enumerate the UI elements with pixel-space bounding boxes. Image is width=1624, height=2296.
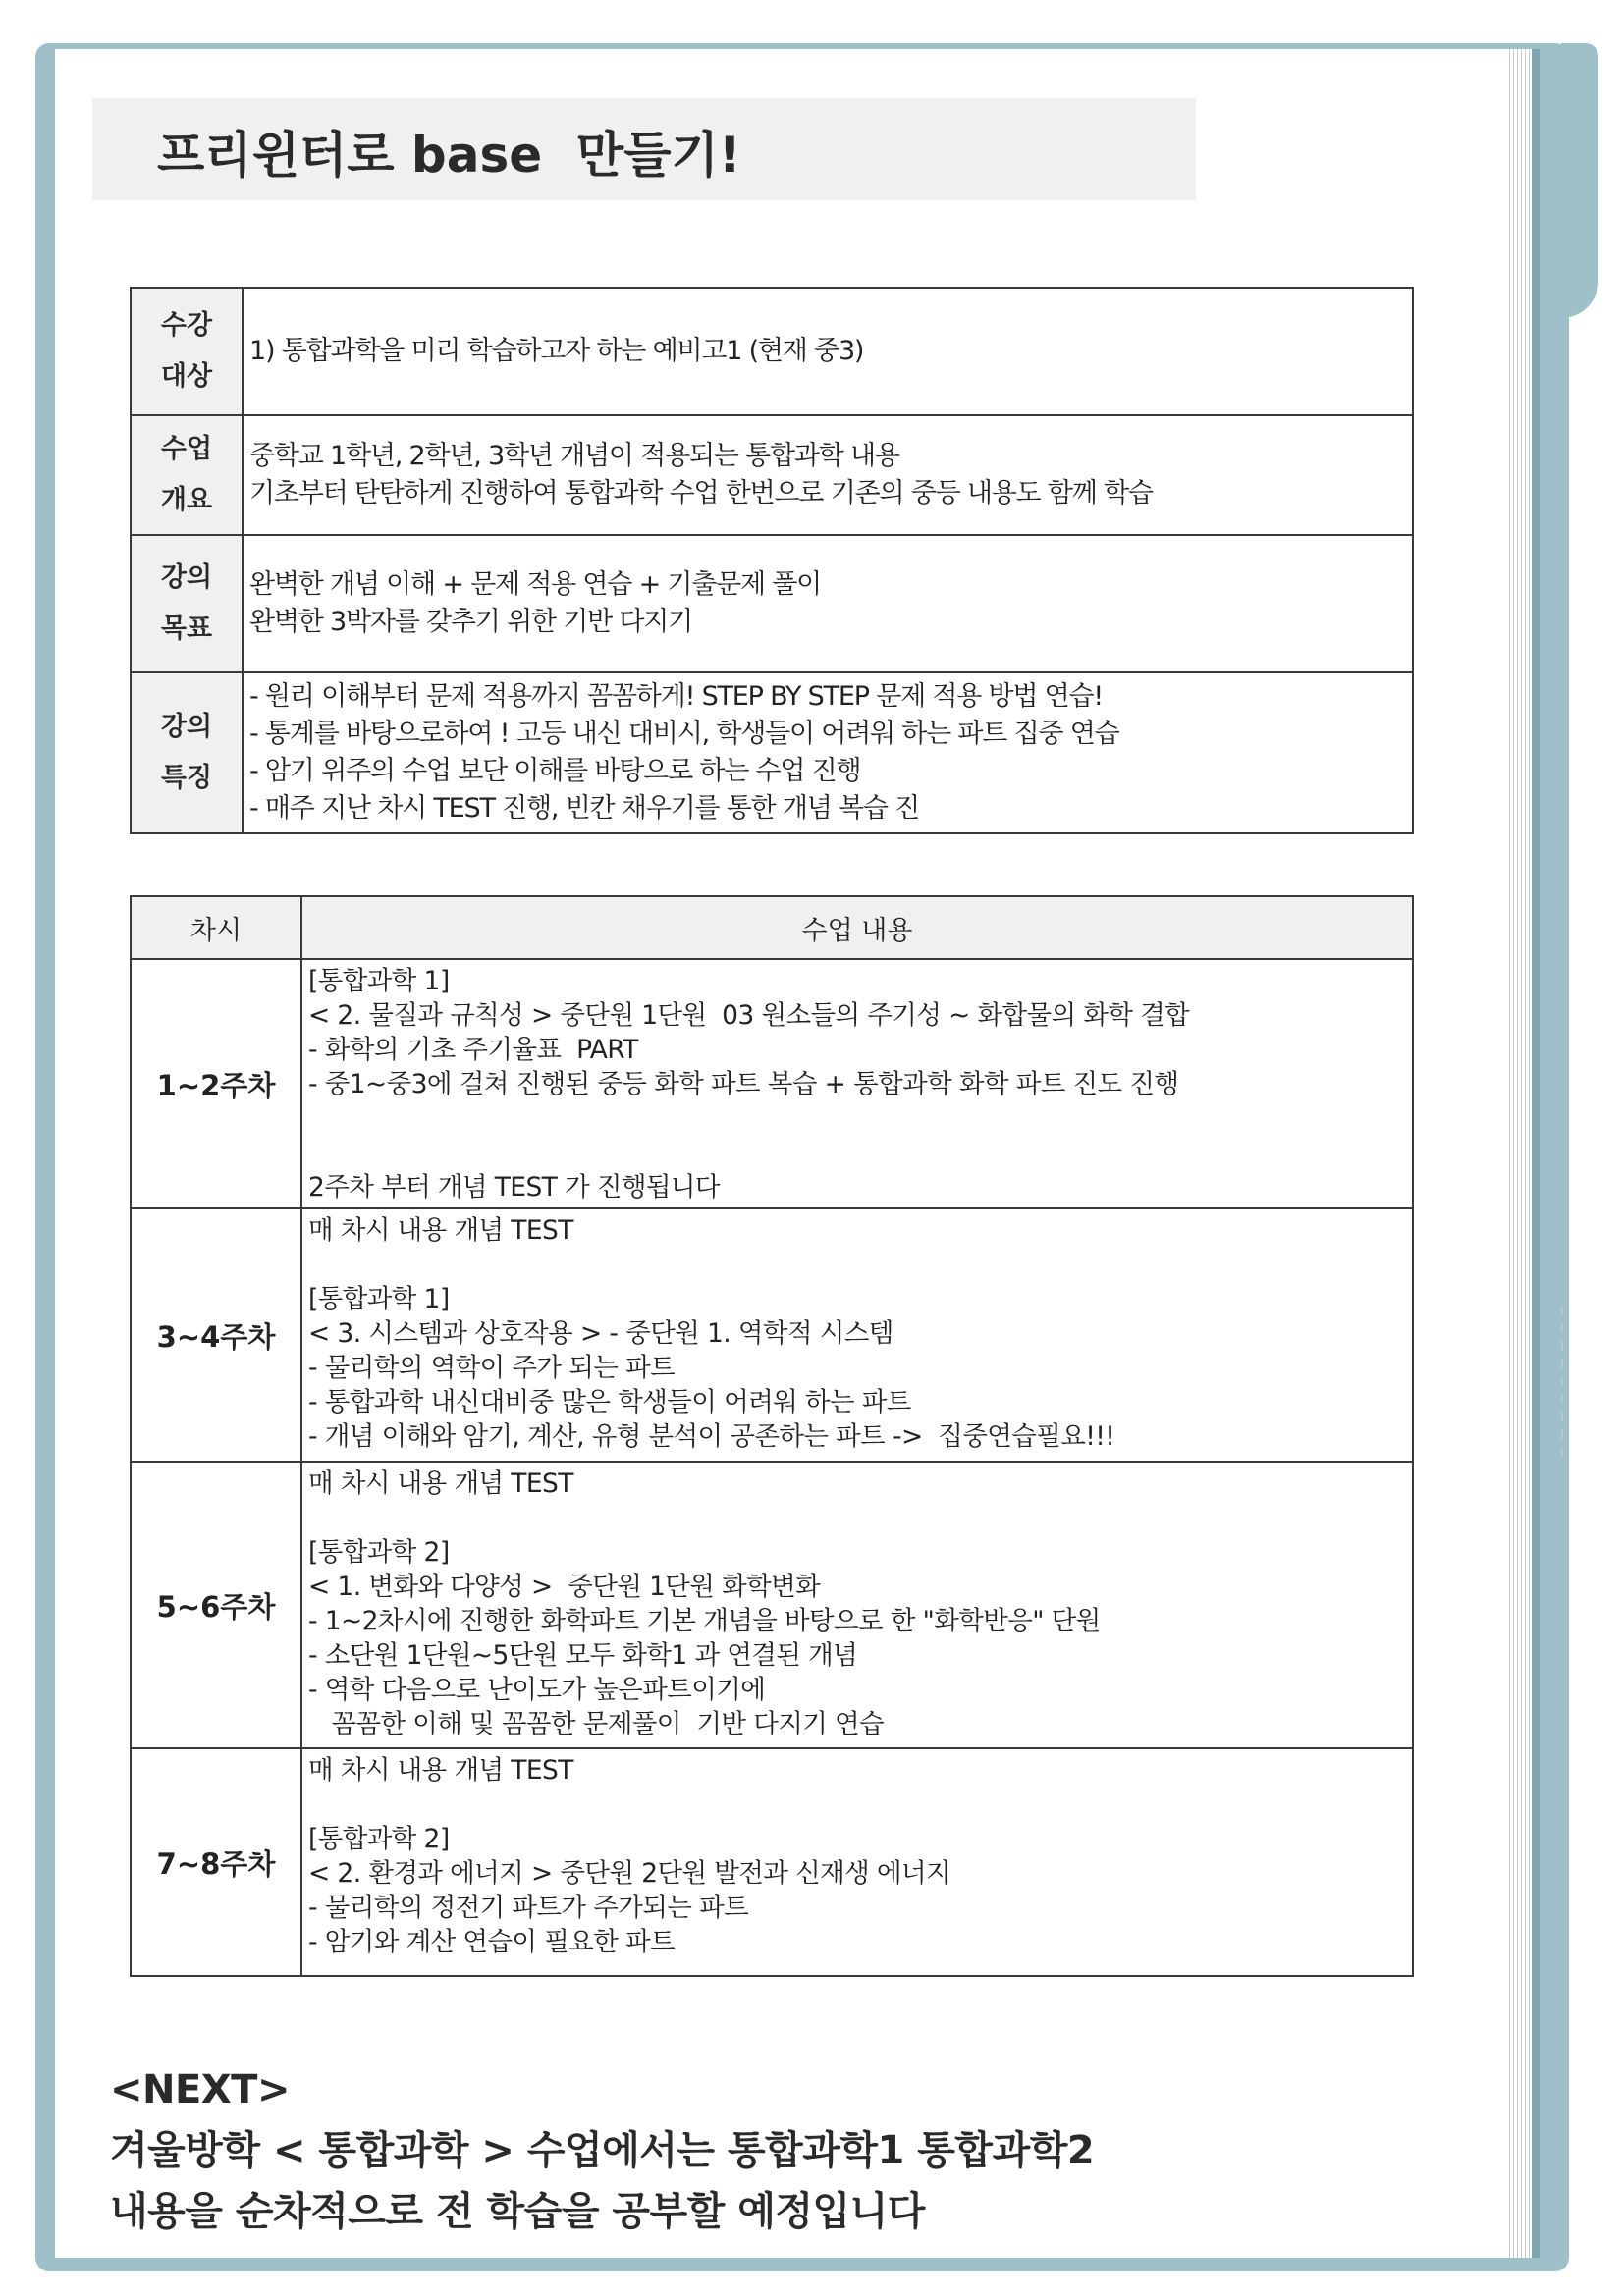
info-head-goal [131,535,243,672]
schedule-header-row [131,896,1413,959]
info-body-line: 완벽한 3박자를 갖추기 위한 기반 다지기 [249,607,693,637]
binder-edge [1532,49,1540,2258]
week-content [301,959,1413,1208]
content-line [308,1501,1406,1535]
info-body-line: - 매주 지난 차시 TEST 진행, 빈칸 채우기를 통한 개념 복습 진 [249,793,920,824]
info-head-target [131,288,243,415]
schedule-row [131,959,1413,1208]
content-line: - 물리학의 역학이 주가 되는 파트 [308,1353,676,1383]
info-body-features [243,672,1413,833]
content-line: - 개념 이해와 암기, 계산, 유형 분석이 공존하는 파트 -> 집중연습필요!!! [308,1421,1115,1452]
binder-page-edges [1506,49,1532,2258]
content-line: - 중1~중3에 걸쳐 진행된 중등 화학 파트 복습 + 통합과학 화학 파트 진도 진행 [308,1069,1179,1099]
content-line: [통합과학 1] [308,966,450,996]
info-body-line: 1) 통합과학을 미리 학습하고자 하는 예비고1 (현재 중3) [249,336,864,366]
schedule-row [131,1462,1413,1748]
info-body-line: - 암기 위주의 수업 보단 이해를 바탕으로 하는 수업 진행 [249,756,861,786]
week-label: 1~2주차 [131,959,301,1208]
schedule-row [131,1208,1413,1462]
week-label: 5~6주차 [131,1462,301,1748]
info-body-overview [243,415,1413,535]
week-content [301,1462,1413,1748]
content-line: 매 차시 내용 개념 TEST [308,1468,573,1499]
content-line: 매 차시 내용 개념 TEST [308,1215,573,1246]
info-head-overview [131,415,243,535]
content-line [308,1136,1406,1170]
info-head-line: 수강 [160,310,213,341]
next-line: 내용을 순차적으로 전 학습을 공부할 예정입니다 [110,2189,925,2234]
info-head-line: 개요 [160,485,213,515]
content-line: 꼼꼼한 이해 및 꼼꼼한 문제풀이 기반 다지기 연습 [308,1709,885,1739]
content-line: [통합과학 2] [308,1537,450,1568]
info-head-line: 대상 [160,361,213,392]
info-row-overview [131,415,1413,535]
page-title: 프리윈터로 base 만들기! [157,127,741,184]
info-head-line: 강의 [160,712,213,742]
week-label: 7~8주차 [131,1748,301,1976]
binder-tab [1561,43,1598,318]
content-line: [통합과학 2] [308,1824,450,1854]
info-head-line: 강의 [160,562,213,593]
course-info-table [130,287,1414,834]
content-line [308,1788,1406,1822]
content-line: - 암기와 계산 연습이 필요한 파트 [308,1927,676,1957]
info-head-line: 수업 [160,434,213,464]
week-content [301,1748,1413,1976]
next-section [110,2059,1094,2242]
info-head-line: 목표 [160,614,213,644]
content-line: 2주차 부터 개념 TEST 가 진행됩니다 [308,1172,720,1202]
schedule-row [131,1748,1413,1976]
content-line: < 1. 변화와 다양성 > 중단원 1단원 화학변화 [308,1572,821,1602]
content-line: - 1~2차시에 진행한 화학파트 기본 개념을 바탕으로 한 "화학반응" 단원 [308,1606,1101,1636]
content-line: < 2. 물질과 규칙성 > 중단원 1단원 03 원소들의 주기성 ~ 화합물의 화학 결합 [308,1000,1190,1031]
next-heading: <NEXT> [110,2067,290,2112]
info-row-goal [131,535,1413,672]
info-row-target [131,288,1413,415]
content-line: - 물리학의 정전기 파트가 주가되는 파트 [308,1893,749,1923]
content-line: [통합과학 1] [308,1284,450,1314]
info-head-features [131,672,243,833]
info-body-line: 완벽한 개념 이해 + 문제 적용 연습 + 기출문제 풀이 [249,569,822,600]
content-line: < 3. 시스템과 상호작용 > - 중단원 1. 역학적 시스템 [308,1318,893,1349]
info-body-line: - 통계를 바탕으로하여 ! 고등 내신 대비시, 학생들이 어려워 하는 파트 집중 연습 [249,719,1119,749]
content-line: - 통합과학 내신대비중 많은 학생들이 어려워 하는 파트 [308,1387,911,1417]
content-line: - 소단원 1단원~5단원 모두 화학1 과 연결된 개념 [308,1640,858,1671]
info-body-goal [243,535,1413,672]
schedule-header-week: 차시 [131,896,301,959]
week-label: 3~4주차 [131,1208,301,1462]
schedule-table [130,895,1414,1977]
info-head-line: 특징 [160,763,213,793]
week-content [301,1208,1413,1462]
info-row-features [131,672,1413,833]
schedule-header-content: 수업 내용 [301,896,1413,959]
content-line [308,1248,1406,1282]
content-line: < 2. 환경과 에너지 > 중단원 2단원 발전과 신재생 에너지 [308,1858,950,1889]
info-body-line: 중학교 1학년, 2학년, 3학년 개념이 적용되는 통합과학 내용 [249,441,899,471]
content-line [308,1101,1406,1136]
content-line: 매 차시 내용 개념 TEST [308,1755,573,1786]
info-body-line: 기초부터 탄탄하게 진행하여 통합과학 수업 한번으로 기존의 중등 내용도 함께 학습 [249,478,1153,508]
side-marker [1561,1306,1563,1463]
content-line: - 화학의 기초 주기율표 PART [308,1035,638,1065]
info-body-target [243,288,1413,415]
info-body-line: - 원리 이해부터 문제 적용까지 꼼꼼하게! STEP BY STEP 문제 적용 방법 연습! [249,681,1104,712]
next-line: 겨울방학 < 통합과학 > 수업에서는 통합과학1 통합과학2 [110,2128,1095,2173]
content-line: - 역학 다음으로 난이도가 높은파트이기에 [308,1675,766,1705]
